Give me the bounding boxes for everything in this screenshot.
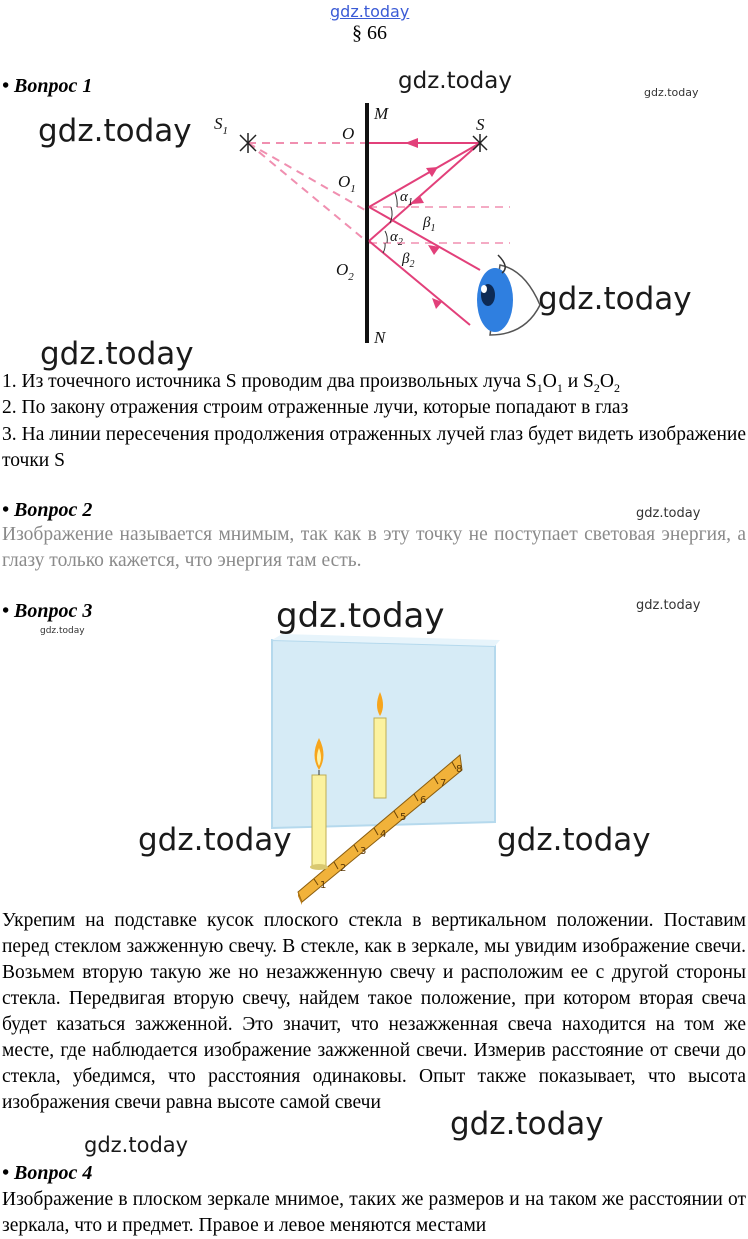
top-watermark[interactable]: gdz.today (330, 2, 410, 21)
watermark: gdz.today (276, 596, 445, 636)
label-beta2: $\beta_2$ (402, 251, 415, 270)
watermark: gdz.today (636, 506, 701, 521)
label-o1: $O_1$ (338, 172, 356, 195)
question-3-title: • Вопрос 3 (2, 600, 93, 622)
ruler-number: 3 (360, 846, 367, 857)
ruler-number: 6 (420, 795, 427, 806)
watermark: gdz.today (398, 68, 512, 94)
label-m: M (374, 104, 389, 123)
label-o2: $O_2$ (336, 260, 354, 283)
label-s: S (476, 115, 485, 134)
watermark: gdz.today (38, 113, 192, 149)
ruler-number: 8 (456, 764, 463, 775)
ruler-number: 1 (320, 880, 327, 891)
label-alpha2: $\alpha_2$ (390, 229, 403, 248)
q1-step-1: 1. Из точечного источника S проводим два произвольных луча $S_1O_1$ и $S_2O_2$ (2, 371, 620, 395)
watermark: gdz.today (644, 86, 699, 99)
watermark: gdz.today (636, 598, 701, 613)
q3-answer: Укрепим на подставке кусок плоского стекла в вертикальном положении. Поставим перед стеклом зажженную свечу. В стекле, как в зеркале, мы увидим изображение свечи. Возьмем вторую такую же но незажженную свечу и расположим ее с другой стороны стекла. Передвигая вторую свечу, найдем такое положение, при котором вторая свеча будет казаться зажженной. Это значит, что незажженная свеча находится на том же месте, где наблюдается изображение зажженной свечи. Измерив расстояние от свечи до стекла, убедимся, что расстояния одинаковы. Опыт также показывает, что высота изображения свечи равна высоте самой свечи (2, 910, 746, 1113)
q1-step-2: 2. По закону отражения строим отраженные лучи, которые попадают в глаз (2, 397, 629, 418)
ruler-number: 5 (400, 812, 407, 823)
ruler-number: 7 (440, 778, 447, 789)
q4-answer: Изображение в плоском зеркале мнимое, таких же размеров и на таком же расстоянии от зеркала, что и предмет. Правое и левое меняются местами (2, 1189, 746, 1236)
section-number: § 66 (352, 22, 387, 44)
watermark: gdz.today (138, 822, 292, 858)
ruler-number: 4 (380, 829, 387, 840)
question-2-title: • Вопрос 2 (2, 499, 93, 521)
ruler-number: 2 (340, 863, 347, 874)
q1-step-3: 3. На линии пересечения продолжения отраженных лучей глаз будет видеть изображение точки S (2, 424, 746, 471)
label-beta1: $\beta_1$ (423, 215, 436, 234)
question-4-title: • Вопрос 4 (2, 1162, 93, 1184)
candle-glass-experiment-image (250, 630, 510, 905)
eye-icon (477, 255, 540, 335)
watermark: gdz.today (40, 626, 85, 636)
mirror-reflection-diagram (180, 95, 560, 360)
watermark: gdz.today (40, 336, 194, 372)
watermark: gdz.today (450, 1106, 604, 1142)
watermark: gdz.today (497, 822, 651, 858)
q2-answer: Изображение называется мнимым, так как в эту точку не поступает световая энергия, а глазу только кажется, что энергия там есть. (2, 524, 746, 571)
question-1-title: • Вопрос 1 (2, 75, 93, 97)
label-alpha1: $\alpha_1$ (400, 189, 413, 208)
watermark: gdz.today (84, 1133, 189, 1157)
label-s1: $S_1$ (214, 114, 228, 137)
label-n: N (374, 328, 386, 347)
label-o: O (342, 124, 355, 143)
mirror-line (365, 103, 369, 343)
watermark: gdz.today (538, 281, 692, 317)
